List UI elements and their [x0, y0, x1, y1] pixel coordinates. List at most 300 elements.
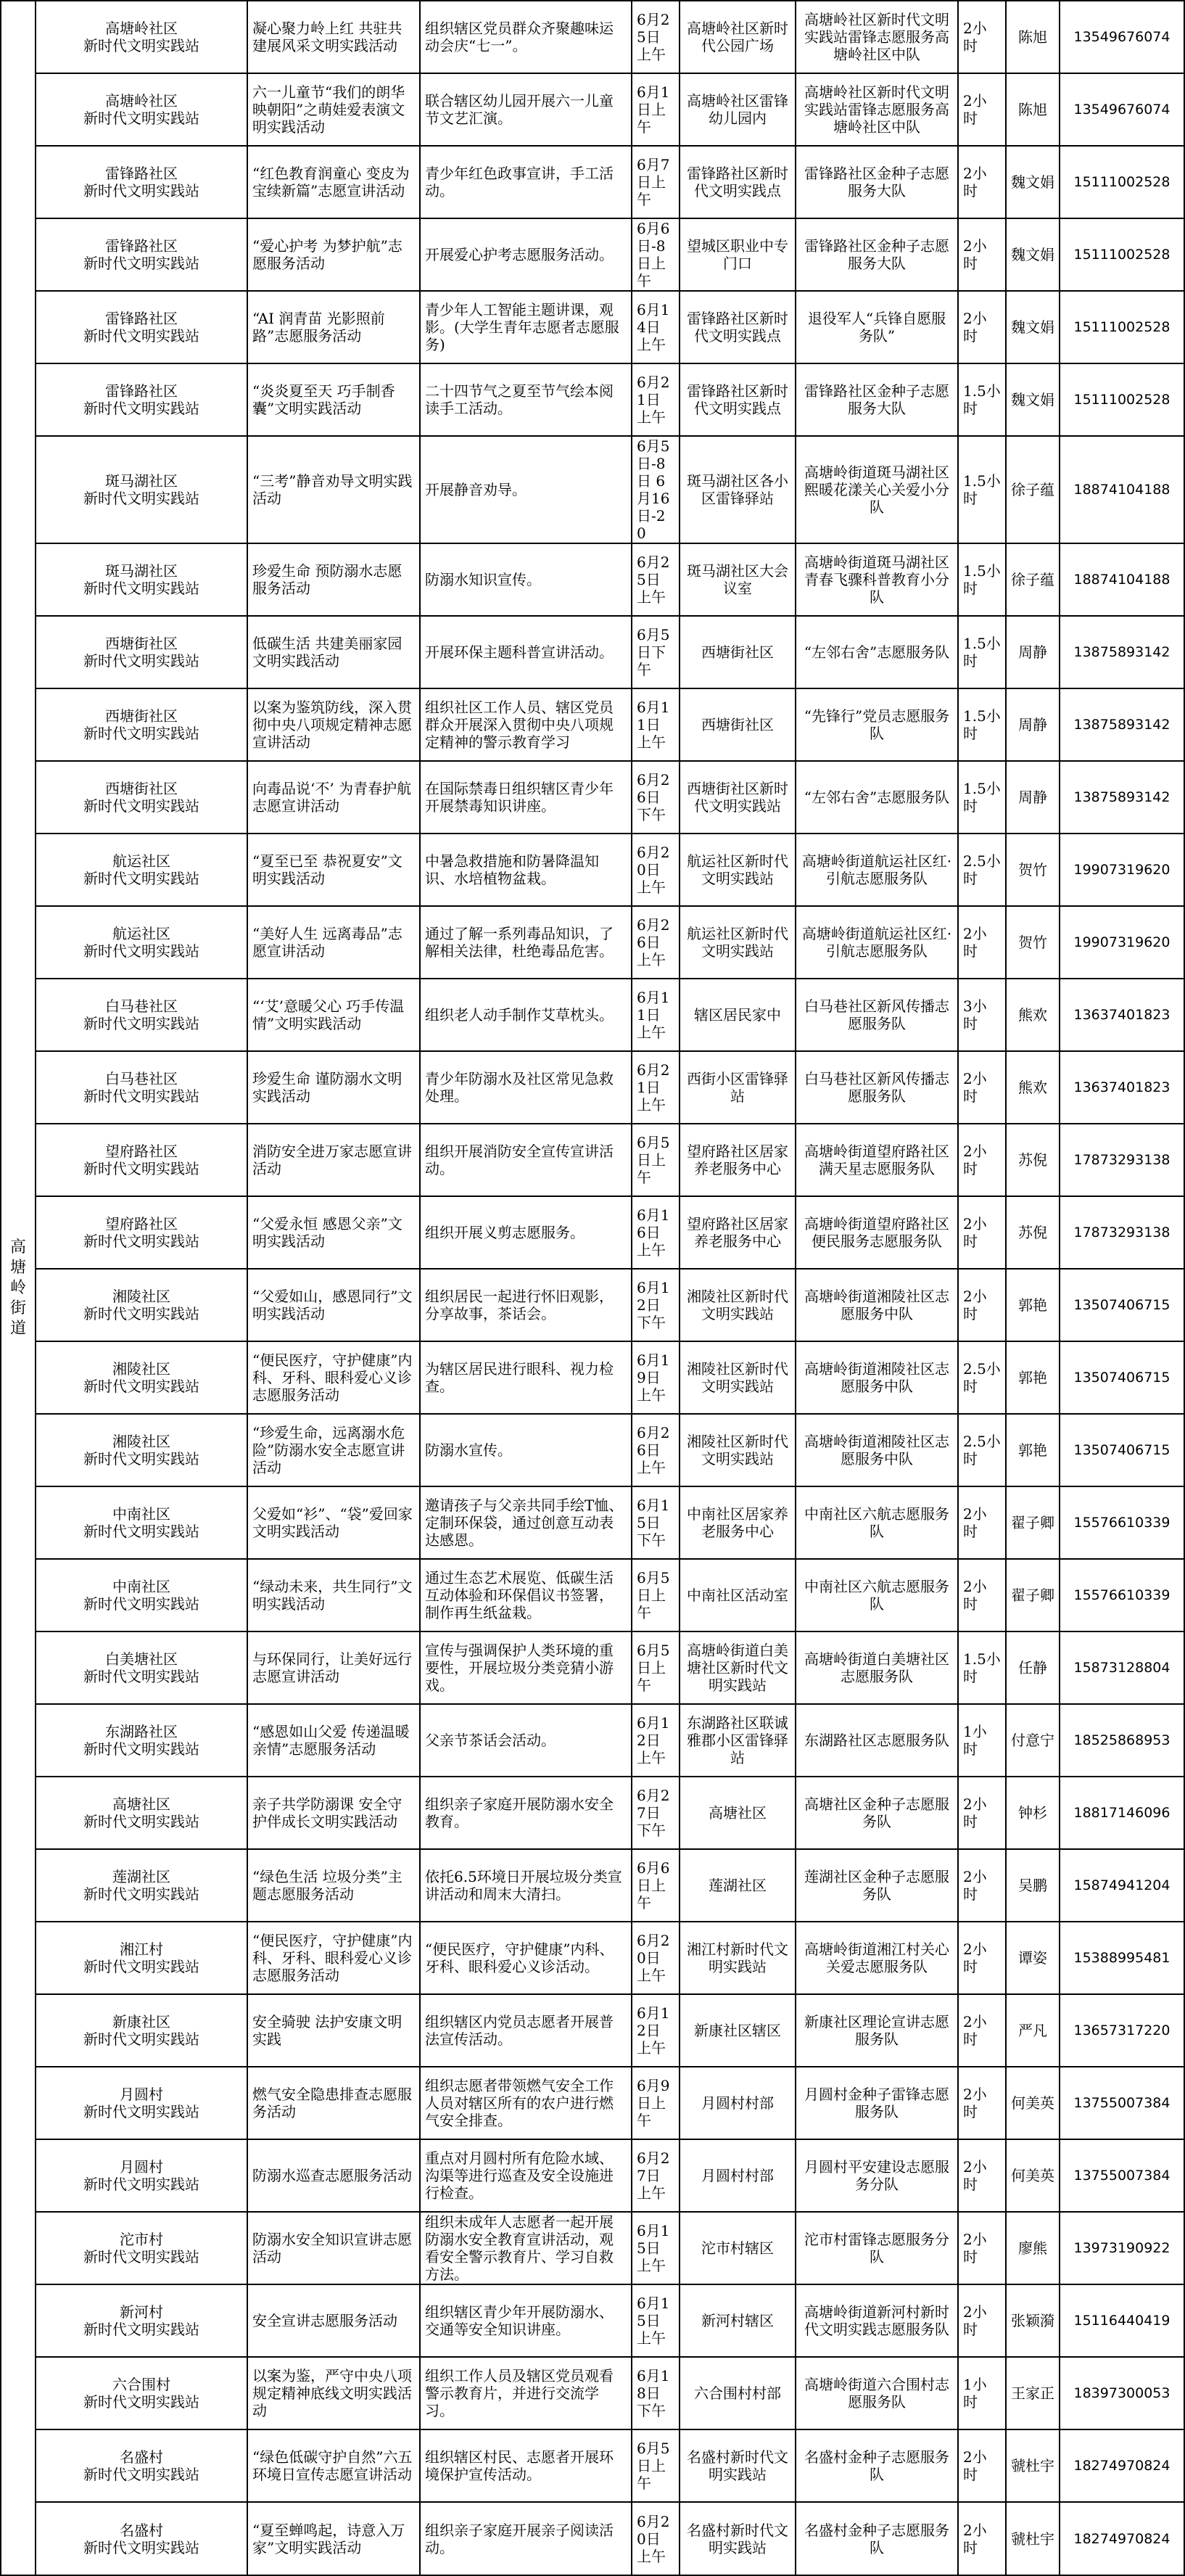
table-row: [1, 2284, 1184, 2357]
activity-content-cell: 组织亲子家庭开展防溺水安全教育。: [420, 1777, 632, 1849]
activity-title-cell: “红色教育润童心 变皮为宝续新篇”志愿宣讲活动: [247, 146, 420, 218]
table-row: [1, 1486, 1184, 1559]
station-type: 新时代文明实践站: [83, 182, 199, 199]
duration-cell: 2小时: [958, 1486, 1006, 1559]
station-cell: [36, 2429, 247, 2502]
activity-place-cell: 东湖路社区联诚雅郡小区雷锋驿站: [680, 1704, 796, 1777]
station-cell: [36, 1124, 247, 1196]
station-cell: [36, 2139, 247, 2212]
contact-person-cell: 贺竹: [1006, 906, 1060, 979]
station-cell: [36, 1341, 247, 1414]
phone-cell: 13507406715: [1060, 1341, 1184, 1414]
station-name: 西塘街社区: [105, 707, 178, 725]
activity-place-cell: 莲湖社区: [680, 1849, 796, 1922]
activity-place-cell: 高塘岭社区雷锋幼儿园内: [680, 73, 796, 146]
organizer-cell: 高塘岭街道湘陵社区志愿服务中队: [796, 1414, 958, 1486]
activity-place-cell: 沱市村辖区: [680, 2212, 796, 2284]
organizer-cell: 高塘岭街道湘陵社区志愿服务中队: [796, 1269, 958, 1341]
station-cell: [36, 1994, 247, 2067]
contact-person-cell: 何美英: [1006, 2067, 1060, 2139]
contact-person-cell: 周静: [1006, 616, 1060, 688]
station-name: 月圆村: [120, 2086, 163, 2103]
table-row: [1, 73, 1184, 146]
phone-cell: 13549676074: [1060, 1, 1184, 73]
activity-content-cell: 防溺水知识宣传。: [420, 543, 632, 616]
table-row: [1, 2067, 1184, 2139]
duration-cell: 2小时: [958, 1994, 1006, 2067]
activity-time-cell: 6月9日上午: [632, 2067, 680, 2139]
station-name: 名盛村: [120, 2521, 163, 2539]
station-name: 东湖路社区: [105, 1723, 178, 1740]
phone-cell: 13507406715: [1060, 1414, 1184, 1486]
organizer-cell: “先锋行”党员志愿服务队: [796, 688, 958, 761]
station-cell: [36, 1849, 247, 1922]
phone-cell: 15874941204: [1060, 1849, 1184, 1922]
activity-title-cell: 以案为鉴，严守中央八项规定精神底线文明实践活动: [247, 2357, 420, 2429]
phone-cell: 15576610339: [1060, 1486, 1184, 1559]
activity-content-cell: 组织未成年人志愿者一起开展防溺水安全教育宣讲活动，观看安全警示教育片、学习自救方法。: [420, 2212, 632, 2284]
station-name: 高塘岭社区: [105, 20, 178, 37]
phone-cell: 19907319620: [1060, 906, 1184, 979]
activity-title-cell: 安全宣讲志愿服务活动: [247, 2284, 420, 2357]
station-name: 中南社区: [112, 1578, 170, 1595]
station-type: 新时代文明实践站: [83, 2103, 199, 2120]
station-cell: [36, 436, 247, 543]
station-name: 西塘街社区: [105, 635, 178, 652]
phone-cell: 13875893142: [1060, 616, 1184, 688]
phone-cell: 13637401823: [1060, 1051, 1184, 1124]
activity-title-cell: 珍爱生命 谨防溺水文明实践活动: [247, 1051, 420, 1124]
phone-cell: 13755007384: [1060, 2139, 1184, 2212]
organizer-cell: 中南社区六航志愿服务队: [796, 1486, 958, 1559]
station-type: 新时代文明实践站: [83, 1233, 199, 1250]
contact-person-cell: 魏文娟: [1006, 146, 1060, 218]
station-name: 湘陵社区: [112, 1360, 170, 1378]
table-row: [1, 1, 1184, 73]
activity-place-cell: 辖区居民家中: [680, 979, 796, 1051]
duration-cell: 2小时: [958, 2067, 1006, 2139]
activity-content-cell: 防溺水宣传。: [420, 1414, 632, 1486]
activity-time-cell: 6月1日上午: [632, 73, 680, 146]
organizer-cell: 新康社区理论宣讲志愿服务队: [796, 1994, 958, 2067]
station-cell: [36, 616, 247, 688]
activity-title-cell: “珍爱生命，远离溺水危险”防溺水安全志愿宣讲活动: [247, 1414, 420, 1486]
table-row: [1, 1777, 1184, 1849]
activity-time-cell: 6月16日上午: [632, 1196, 680, 1269]
activity-place-cell: 斑马湖社区各小区雷锋驿站: [680, 436, 796, 543]
table-row: [1, 2357, 1184, 2429]
table-row: [1, 688, 1184, 761]
station-name: 白马巷社区: [105, 997, 178, 1015]
organizer-cell: 高塘岭社区新时代文明实践站雷锋志愿服务高塘岭社区中队: [796, 1, 958, 73]
phone-cell: 13973190922: [1060, 2212, 1184, 2284]
table-row: [1, 834, 1184, 906]
duration-cell: 2小时: [958, 1051, 1006, 1124]
duration-cell: 2小时: [958, 218, 1006, 291]
activity-content-cell: 通过了解一系列毒品知识，了解相关法律，杜绝毒品危害。: [420, 906, 632, 979]
phone-cell: 18525868953: [1060, 1704, 1184, 1777]
phone-cell: 13549676074: [1060, 73, 1184, 146]
activity-place-cell: 西街小区雷锋驿站: [680, 1051, 796, 1124]
table-row: [1, 1704, 1184, 1777]
station-type: 新时代文明实践站: [83, 1958, 199, 1975]
activity-title-cell: 六一儿童节“我们的朗华映朝阳”之萌娃爱表演文明实践活动: [247, 73, 420, 146]
activity-content-cell: “便民医疗，守护健康”内科、牙科、眼科爱心义诊活动。: [420, 1922, 632, 1994]
station-type: 新时代文明实践站: [83, 327, 199, 345]
activity-place-cell: 名盛村新时代文明实践站: [680, 2429, 796, 2502]
station-name: 白马巷社区: [105, 1070, 178, 1087]
duration-cell: 2小时: [958, 1559, 1006, 1631]
phone-cell: 15576610339: [1060, 1559, 1184, 1631]
organizer-cell: 高塘岭街道航运社区红·引航志愿服务队: [796, 906, 958, 979]
station-cell: [36, 291, 247, 363]
duration-cell: 2小时: [958, 2284, 1006, 2357]
activity-content-cell: 组织居民一起进行怀旧观影，分享故事，茶话会。: [420, 1269, 632, 1341]
phone-cell: 13755007384: [1060, 2067, 1184, 2139]
activity-time-cell: 6月5日上午: [632, 1631, 680, 1704]
activity-title-cell: 向毒品说‘不’ 为青春护航志愿宣讲活动: [247, 761, 420, 834]
contact-person-cell: 郭艳: [1006, 1341, 1060, 1414]
contact-person-cell: 张颖漪: [1006, 2284, 1060, 2357]
duration-cell: 1.5小时: [958, 543, 1006, 616]
activity-place-cell: 六合围村村部: [680, 2357, 796, 2429]
station-type: 新时代文明实践站: [83, 490, 199, 507]
duration-cell: 2小时: [958, 1849, 1006, 1922]
activity-time-cell: 6月26日上午: [632, 906, 680, 979]
activity-title-cell: “便民医疗，守护健康”内科、牙科、眼科爱心义诊志愿服务活动: [247, 1341, 420, 1414]
station-type: 新时代文明实践站: [83, 1378, 199, 1395]
activity-title-cell: 凝心聚力岭上红 共驻共建展风采文明实践活动: [247, 1, 420, 73]
station-type: 新时代文明实践站: [83, 725, 199, 742]
activity-place-cell: 中南社区活动室: [680, 1559, 796, 1631]
table-row: [1, 1414, 1184, 1486]
contact-person-cell: 何美英: [1006, 2139, 1060, 2212]
station-type: 新时代文明实践站: [83, 1813, 199, 1830]
station-name: 月圆村: [120, 2158, 163, 2176]
station-cell: [36, 1, 247, 73]
activity-content-cell: 中暑急救措施和防暑降温知识、水培植物盆栽。: [420, 834, 632, 906]
table-row: [1, 363, 1184, 436]
activity-time-cell: 6月20日上午: [632, 1922, 680, 1994]
station-type: 新时代文明实践站: [83, 797, 199, 815]
activity-place-cell: 航运社区新时代文明实践站: [680, 906, 796, 979]
activity-title-cell: “便民医疗，守护健康”内科、牙科、眼科爱心义诊志愿服务活动: [247, 1922, 420, 1994]
activity-place-cell: 新河村辖区: [680, 2284, 796, 2357]
phone-cell: 13637401823: [1060, 979, 1184, 1051]
activity-table-body: [1, 1, 1184, 2575]
organizer-cell: 沱市村雷锋志愿服务分队: [796, 2212, 958, 2284]
activity-time-cell: 6月15日上午: [632, 2284, 680, 2357]
activity-title-cell: “‘艾’意暖父心 巧手传温情”文明实践活动: [247, 979, 420, 1051]
activity-content-cell: 在国际禁毒日组织辖区青少年开展禁毒知识讲座。: [420, 761, 632, 834]
table-row: [1, 1269, 1184, 1341]
activity-content-cell: 组织志愿者带领燃气安全工作人员对辖区所有的农户进行燃气安全排查。: [420, 2067, 632, 2139]
table-row: [1, 2212, 1184, 2284]
activity-time-cell: 6月12日上午: [632, 1994, 680, 2067]
station-type: 新时代文明实践站: [83, 870, 199, 887]
contact-person-cell: 谭姿: [1006, 1922, 1060, 1994]
contact-person-cell: 任静: [1006, 1631, 1060, 1704]
contact-person-cell: 王家正: [1006, 2357, 1060, 2429]
station-cell: [36, 688, 247, 761]
table-row: [1, 979, 1184, 1051]
organizer-cell: “左邻右舍”志愿服务队: [796, 761, 958, 834]
duration-cell: 1.5小时: [958, 761, 1006, 834]
phone-cell: 15388995481: [1060, 1922, 1184, 1994]
activity-time-cell: 6月26日下午: [632, 761, 680, 834]
activity-time-cell: 6月7日上午: [632, 146, 680, 218]
activity-place-cell: 航运社区新时代文明实践站: [680, 834, 796, 906]
duration-cell: 1.5小时: [958, 1631, 1006, 1704]
activity-time-cell: 6月26日上午: [632, 1414, 680, 1486]
phone-cell: 13507406715: [1060, 1269, 1184, 1341]
activity-content-cell: 父亲节茶话会活动。: [420, 1704, 632, 1777]
station-name: 沱市村: [120, 2231, 163, 2248]
table-row: [1, 1196, 1184, 1269]
activity-place-cell: 雷锋路社区新时代文明实践点: [680, 291, 796, 363]
phone-cell: 13875893142: [1060, 688, 1184, 761]
activity-title-cell: “父爱如山，感恩同行”文明实践活动: [247, 1269, 420, 1341]
station-cell: [36, 1414, 247, 1486]
activity-place-cell: 望府路社区居家养老服务中心: [680, 1196, 796, 1269]
organizer-cell: 高塘岭街道斑马湖社区熙暖花漾关心关爱小分队: [796, 436, 958, 543]
table-row: [1, 1631, 1184, 1704]
activity-time-cell: 6月12日上午: [632, 1704, 680, 1777]
phone-cell: 15111002528: [1060, 363, 1184, 436]
activity-title-cell: 消防安全进万家志愿宣讲活动: [247, 1124, 420, 1196]
activity-content-cell: 通过生态艺术展览、低碳生活互动体验和环保倡议书签署，制作再生纸盆栽。: [420, 1559, 632, 1631]
phone-cell: 13657317220: [1060, 1994, 1184, 2067]
table-row: [1, 1849, 1184, 1922]
activity-time-cell: 6月5日上午: [632, 2429, 680, 2502]
organizer-cell: 名盛村金种子志愿服务队: [796, 2429, 958, 2502]
activity-time-cell: 6月25日上午: [632, 543, 680, 616]
contact-person-cell: 翟子卿: [1006, 1486, 1060, 1559]
station-type: 新时代文明实践站: [83, 400, 199, 417]
activity-time-cell: 6月27日上午: [632, 2139, 680, 2212]
contact-person-cell: 钟杉: [1006, 1777, 1060, 1849]
activity-time-cell: 6月5日下午: [632, 616, 680, 688]
activity-place-cell: 斑马湖社区大会议室: [680, 543, 796, 616]
station-cell: [36, 761, 247, 834]
table-row: [1, 1341, 1184, 1414]
phone-cell: 13875893142: [1060, 761, 1184, 834]
organizer-cell: 雷锋路社区金种子志愿服务大队: [796, 363, 958, 436]
organizer-cell: 高塘岭街道斑马湖社区青春飞骤科普教育小分队: [796, 543, 958, 616]
station-cell: [36, 363, 247, 436]
station-cell: [36, 218, 247, 291]
contact-person-cell: 魏文娟: [1006, 363, 1060, 436]
district-cell: 高塘岭街道: [1, 1, 36, 2575]
station-cell: [36, 834, 247, 906]
table-row: [1, 2139, 1184, 2212]
station-type: 新时代文明实践站: [83, 652, 199, 670]
activity-content-cell: 组织开展消防安全宣传宣讲活动。: [420, 1124, 632, 1196]
table-row: [1, 2502, 1184, 2575]
duration-cell: 2小时: [958, 2429, 1006, 2502]
contact-person-cell: 陈旭: [1006, 73, 1060, 146]
contact-person-cell: 郭艳: [1006, 1414, 1060, 1486]
contact-person-cell: 虢杜宇: [1006, 2502, 1060, 2575]
duration-cell: 1.5小时: [958, 436, 1006, 543]
station-cell: [36, 2284, 247, 2357]
station-name: 莲湖社区: [112, 1868, 170, 1885]
activity-place-cell: 中南社区居家养老服务中心: [680, 1486, 796, 1559]
activity-place-cell: 月圆村村部: [680, 2067, 796, 2139]
activity-title-cell: 燃气安全隐患排查志愿服务活动: [247, 2067, 420, 2139]
activity-time-cell: 6月21日上午: [632, 363, 680, 436]
table-row: [1, 616, 1184, 688]
station-name: 高塘社区: [112, 1795, 170, 1813]
activity-content-cell: 联合辖区幼儿园开展六一儿童节文艺汇演。: [420, 73, 632, 146]
duration-cell: 2.5小时: [958, 834, 1006, 906]
station-type: 新时代文明实践站: [83, 1668, 199, 1685]
organizer-cell: 高塘岭社区新时代文明实践站雷锋志愿服务高塘岭社区中队: [796, 73, 958, 146]
phone-cell: 17873293138: [1060, 1124, 1184, 1196]
station-type: 新时代文明实践站: [83, 1740, 199, 1758]
station-type: 新时代文明实践站: [83, 2248, 199, 2266]
duration-cell: 2小时: [958, 1922, 1006, 1994]
station-name: 白美塘社区: [105, 1650, 178, 1668]
organizer-cell: 高塘岭街道湘陵社区志愿服务中队: [796, 1341, 958, 1414]
station-type: 新时代文明实践站: [83, 255, 199, 272]
activity-title-cell: “绿色低碳守护自然”六五环境日宣传志愿宣讲活动: [247, 2429, 420, 2502]
activity-content-cell: 组织工作人员及辖区党员观看警示教育片，并进行交流学习。: [420, 2357, 632, 2429]
station-type: 新时代文明实践站: [83, 1595, 199, 1613]
station-type: 新时代文明实践站: [83, 2030, 199, 2048]
station-name: 望府路社区: [105, 1143, 178, 1160]
contact-person-cell: 周静: [1006, 688, 1060, 761]
activity-title-cell: 与环保同行，让美好远行志愿宣讲活动: [247, 1631, 420, 1704]
activity-content-cell: 组织辖区党员群众齐聚趣味运动会庆“七一”。: [420, 1, 632, 73]
organizer-cell: 高塘社区金种子志愿服务队: [796, 1777, 958, 1849]
activity-content-cell: 组织社区工作人员、辖区党员群众开展深入贯彻中央八项规定精神的警示教育学习: [420, 688, 632, 761]
activity-time-cell: 6月20日上午: [632, 2502, 680, 2575]
organizer-cell: 雷锋路社区金种子志愿服务大队: [796, 218, 958, 291]
activity-place-cell: 西塘街社区: [680, 688, 796, 761]
duration-cell: 3小时: [958, 979, 1006, 1051]
organizer-cell: 高塘岭街道新河村新时代文明实践志愿服务队: [796, 2284, 958, 2357]
contact-person-cell: 郭艳: [1006, 1269, 1060, 1341]
activity-content-cell: 开展环保主题科普宣讲活动。: [420, 616, 632, 688]
contact-person-cell: 严凡: [1006, 1994, 1060, 2067]
contact-person-cell: 周静: [1006, 761, 1060, 834]
contact-person-cell: 徐子蕴: [1006, 543, 1060, 616]
activity-title-cell: 父爱如“衫”、“袋”爱回家文明实践活动: [247, 1486, 420, 1559]
station-type: 新时代文明实践站: [83, 2176, 199, 2193]
activity-title-cell: “美好人生 远离毒品”志愿宣讲活动: [247, 906, 420, 979]
activity-content-cell: 青少年防溺水及社区常见急救处理。: [420, 1051, 632, 1124]
station-name: 航运社区: [112, 925, 170, 942]
table-row: [1, 543, 1184, 616]
contact-person-cell: 魏文娟: [1006, 291, 1060, 363]
activity-title-cell: 安全骑驶 法护安康文明实践: [247, 1994, 420, 2067]
table-row: [1, 1051, 1184, 1124]
table-row: [1, 291, 1184, 363]
activity-place-cell: 高塘岭街道白美塘社区新时代文明实践站: [680, 1631, 796, 1704]
station-cell: [36, 1704, 247, 1777]
contact-person-cell: 熊欢: [1006, 1051, 1060, 1124]
station-name: 雷锋路社区: [105, 165, 178, 182]
station-type: 新时代文明实践站: [83, 37, 199, 54]
station-cell: [36, 73, 247, 146]
station-cell: [36, 1777, 247, 1849]
table-row: [1, 436, 1184, 543]
activity-time-cell: 6月6日-8日上午: [632, 218, 680, 291]
station-cell: [36, 979, 247, 1051]
activity-content-cell: 组织辖区内党员志愿者开展普法宣传活动。: [420, 1994, 632, 2067]
duration-cell: 2小时: [958, 2212, 1006, 2284]
activity-time-cell: 6月19日上午: [632, 1341, 680, 1414]
station-cell: [36, 543, 247, 616]
organizer-cell: 东湖路社区志愿服务队: [796, 1704, 958, 1777]
station-type: 新时代文明实践站: [83, 1450, 199, 1468]
table-row: [1, 1994, 1184, 2067]
phone-cell: 17873293138: [1060, 1196, 1184, 1269]
station-cell: [36, 1559, 247, 1631]
duration-cell: 2小时: [958, 1124, 1006, 1196]
activity-content-cell: 二十四节气之夏至节气绘本阅读手工活动。: [420, 363, 632, 436]
activity-time-cell: 6月21日上午: [632, 1051, 680, 1124]
organizer-cell: 高塘岭街道湘江村关心关爱志愿服务队: [796, 1922, 958, 1994]
duration-cell: 2小时: [958, 1, 1006, 73]
phone-cell: 15116440419: [1060, 2284, 1184, 2357]
activity-time-cell: 6月18日下午: [632, 2357, 680, 2429]
activity-time-cell: 6月15日下午: [632, 1486, 680, 1559]
station-name: 新河村: [120, 2303, 163, 2321]
table-row: [1, 218, 1184, 291]
duration-cell: 1.5小时: [958, 616, 1006, 688]
duration-cell: 1小时: [958, 2357, 1006, 2429]
activity-place-cell: 望府路社区居家养老服务中心: [680, 1124, 796, 1196]
activity-place-cell: 西塘街社区新时代文明实践站: [680, 761, 796, 834]
station-name: 雷锋路社区: [105, 382, 178, 400]
activity-place-cell: 湘陵社区新时代文明实践站: [680, 1341, 796, 1414]
station-type: 新时代文明实践站: [83, 2393, 199, 2411]
activity-title-cell: “夏至蝉鸣起，诗意入万家”文明实践活动: [247, 2502, 420, 2575]
phone-cell: 15111002528: [1060, 146, 1184, 218]
activity-content-cell: 组织开展义剪志愿服务。: [420, 1196, 632, 1269]
station-name: 中南社区: [112, 1505, 170, 1523]
duration-cell: 2小时: [958, 2502, 1006, 2575]
activity-content-cell: 为辖区居民进行眼科、视力检查。: [420, 1341, 632, 1414]
activity-content-cell: 开展爱心护考志愿服务活动。: [420, 218, 632, 291]
station-name: 名盛村: [120, 2448, 163, 2466]
activity-title-cell: “炎炎夏至天 巧手制香囊”文明实践活动: [247, 363, 420, 436]
station-name: 雷锋路社区: [105, 237, 178, 255]
phone-cell: 18397300053: [1060, 2357, 1184, 2429]
activity-content-cell: 邀请孩子与父亲共同手绘T恤、定制环保袋，通过创意互动表达感恩。: [420, 1486, 632, 1559]
activity-content-cell: 组织亲子家庭开展亲子阅读活动。: [420, 2502, 632, 2575]
station-name: 望府路社区: [105, 1215, 178, 1233]
organizer-cell: 月圆村平安建设志愿服务分队: [796, 2139, 958, 2212]
activity-place-cell: 雷锋路社区新时代文明实践点: [680, 146, 796, 218]
activity-time-cell: 6月25日上午: [632, 1, 680, 73]
station-cell: [36, 1269, 247, 1341]
station-type: 新时代文明实践站: [83, 1885, 199, 1903]
activity-content-cell: 宣传与强调保护人类环境的重要性，开展垃圾分类竞猜小游戏。: [420, 1631, 632, 1704]
duration-cell: 2小时: [958, 906, 1006, 979]
activity-content-cell: 开展静音劝导。: [420, 436, 632, 543]
activity-place-cell: 高塘社区: [680, 1777, 796, 1849]
station-name: 雷锋路社区: [105, 310, 178, 327]
activity-place-cell: 湘陵社区新时代文明实践站: [680, 1414, 796, 1486]
phone-cell: 19907319620: [1060, 834, 1184, 906]
organizer-cell: 莲湖社区金种子志愿服务队: [796, 1849, 958, 1922]
contact-person-cell: 翟子卿: [1006, 1559, 1060, 1631]
activity-title-cell: “三考”静音劝导文明实践活动: [247, 436, 420, 543]
station-type: 新时代文明实践站: [83, 1160, 199, 1177]
